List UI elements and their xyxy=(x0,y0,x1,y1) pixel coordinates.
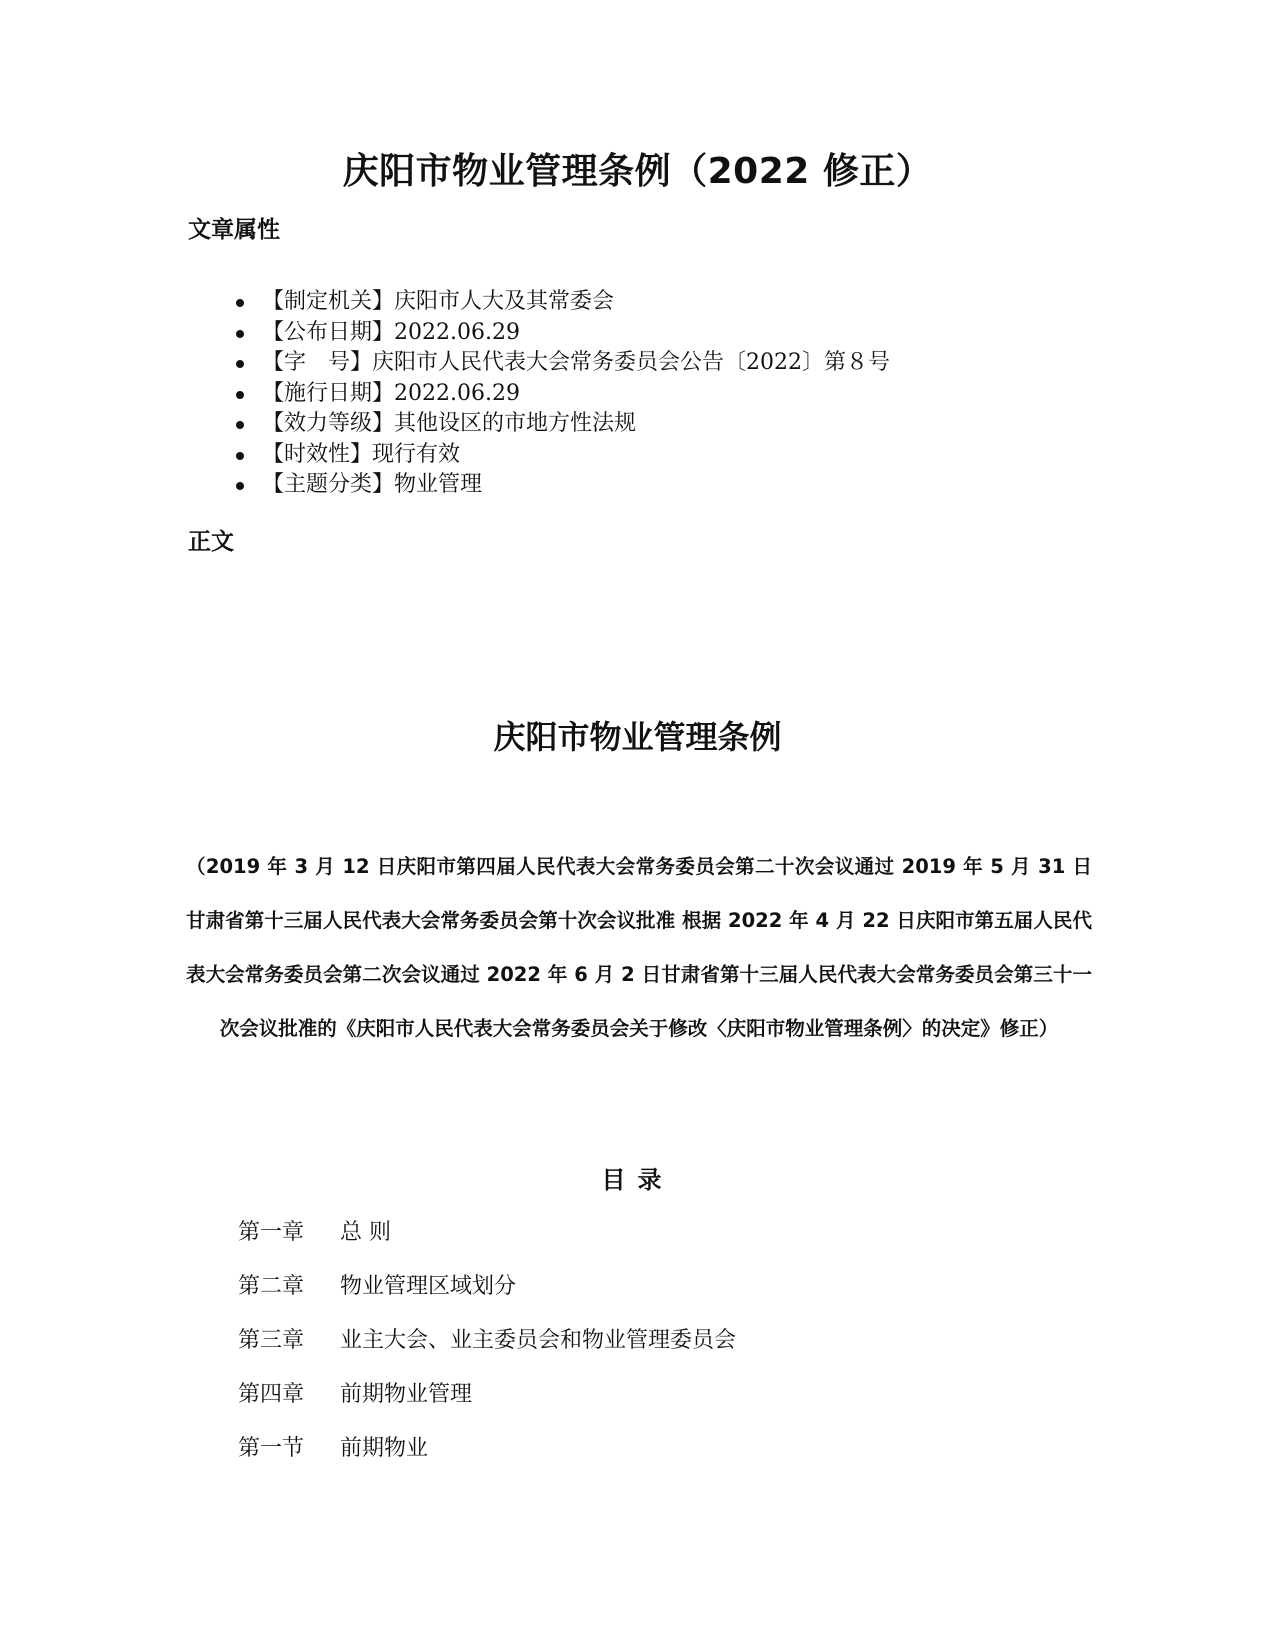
bullet-icon xyxy=(236,330,244,338)
toc-chapter-name: 物业管理区域划分 xyxy=(340,1274,517,1299)
attribute-value: 庆阳市人大及其常委会 xyxy=(394,289,615,314)
attribute-item-legal-level xyxy=(236,409,890,440)
toc-chapter-number: 第三章 xyxy=(238,1328,305,1353)
bullet-icon xyxy=(236,299,244,307)
attribute-label: 【公布日期】 xyxy=(262,319,395,345)
bullet-icon xyxy=(236,391,244,399)
toc-chapter-number: 第一章 xyxy=(238,1220,305,1245)
bullet-icon xyxy=(236,482,244,490)
bullet-icon xyxy=(236,421,244,429)
bullet-icon xyxy=(236,452,244,460)
attribute-item-issuing-authority xyxy=(236,287,890,318)
toc-item xyxy=(238,1218,736,1272)
attributes-heading: 文章属性 xyxy=(188,217,280,243)
table-of-contents xyxy=(238,1218,736,1488)
attribute-value: 2022.06.29 xyxy=(394,319,520,345)
attribute-item-publish-date xyxy=(236,318,890,349)
toc-title: 目录 xyxy=(601,1166,674,1194)
toc-chapter-number: 第一节 xyxy=(238,1436,305,1461)
toc-item xyxy=(238,1326,736,1380)
body-heading: 正文 xyxy=(188,529,234,555)
attribute-label: 【施行日期】 xyxy=(262,380,395,406)
toc-chapter-name: 总 则 xyxy=(340,1220,391,1245)
toc-chapter-name: 业主大会、业主委员会和物业管理委员会 xyxy=(340,1328,737,1353)
attribute-item-validity xyxy=(236,440,890,471)
toc-item xyxy=(238,1380,736,1434)
attribute-value: 其他设区的市地方性法规 xyxy=(394,411,637,436)
attribute-value: 2022.06.29 xyxy=(394,380,520,406)
attribute-value: 庆阳市人民代表大会常务委员会公告〔2022〕第８号 xyxy=(372,350,891,375)
attribute-value: 现行有效 xyxy=(372,441,461,467)
attribute-item-document-number xyxy=(236,348,890,379)
attribute-label: 【制定机关】 xyxy=(262,289,395,314)
attribute-item-effective-date xyxy=(236,379,890,410)
toc-chapter-number: 第二章 xyxy=(238,1274,305,1299)
attribute-label: 【时效性】 xyxy=(262,441,373,467)
law-title: 庆阳市物业管理条例 xyxy=(493,718,782,756)
toc-chapter-name: 前期物业管理 xyxy=(340,1382,473,1407)
attribute-label: 【字 号】 xyxy=(262,350,373,375)
attribute-label: 【主题分类】 xyxy=(262,472,395,497)
toc-item xyxy=(238,1434,736,1488)
attributes-list xyxy=(236,287,890,501)
toc-chapter-name: 前期物业 xyxy=(340,1436,429,1461)
document-title: 庆阳市物业管理条例（2022 修正） xyxy=(342,151,933,192)
toc-chapter-number: 第四章 xyxy=(238,1382,305,1407)
law-preamble: （2019 年 3 月 12 日庆阳市第四届人民代表大会常务委员会第二十次会议通过 2019 年 5 月 31 日甘肃省第十三届人民代表大会常务委员会第十次会议批准 根据 2022 年 4 月 22 日庆阳市第五届人民代表大会常务委员会第二次会议通过 2022 年 6 月 2 日甘肃省第十三届人民代表大会常务委员会第三十一次会议批准的《庆阳市人民代表大会常务委员会关于修改〈庆阳市物业管理条例〉的决定》修正） xyxy=(186,855,1092,1040)
attribute-value: 物业管理 xyxy=(394,472,483,497)
attribute-item-topic xyxy=(236,470,890,501)
toc-item xyxy=(238,1272,736,1326)
attribute-label: 【效力等级】 xyxy=(262,411,395,436)
bullet-icon xyxy=(236,360,244,368)
